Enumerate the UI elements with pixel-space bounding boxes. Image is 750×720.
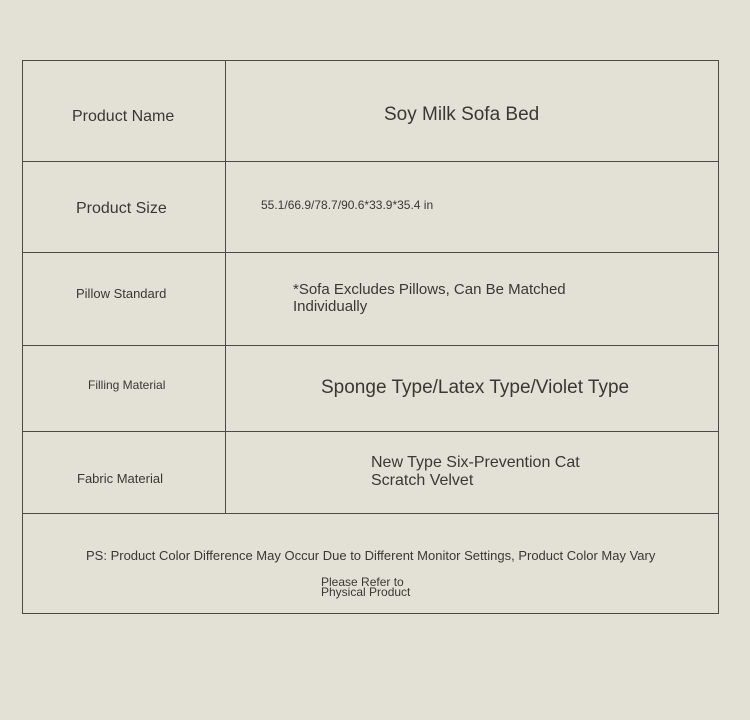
label-cell: [23, 253, 226, 345]
fabric-material-label: Fabric Material: [77, 471, 163, 486]
disclaimer-line2: Please Refer to: [321, 575, 404, 589]
label-cell: [23, 162, 226, 252]
product-size-label: Product Size: [76, 200, 167, 217]
table-row: [23, 61, 718, 162]
fabric-material-value-line2: Scratch Velvet: [371, 472, 474, 489]
note-row: [23, 514, 718, 614]
table-row: [23, 346, 718, 432]
product-name-label: Product Name: [72, 108, 175, 125]
pillow-standard-value-line2: Individually: [293, 298, 368, 315]
table-row: [23, 253, 718, 346]
product-size-value: 55.1/66.9/78.7/90.6*33.9*35.4 in: [261, 198, 434, 212]
pillow-standard-value-line1: *Sofa Excludes Pillows, Can Be Matched: [293, 281, 566, 298]
filling-material-value: Sponge Type/Latex Type/Violet Type: [321, 377, 630, 398]
table-row: [23, 162, 718, 253]
fabric-material-value-line1: New Type Six-Prevention Cat: [371, 454, 580, 471]
label-cell: [23, 432, 226, 513]
disclaimer-line3: Physical Product: [321, 585, 411, 599]
product-spec-table: [22, 60, 719, 614]
label-cell: [23, 61, 226, 161]
product-name-value: Soy Milk Sofa Bed: [384, 104, 540, 125]
color-disclaimer: PS: Product Color Difference May Occur Due to Different Monitor Settings, Product Color May Vary: [86, 548, 656, 563]
table-row: [23, 432, 718, 514]
label-cell: [23, 346, 226, 431]
pillow-standard-label: Pillow Standard: [76, 286, 167, 301]
filling-material-label: Filling Material: [88, 378, 166, 392]
